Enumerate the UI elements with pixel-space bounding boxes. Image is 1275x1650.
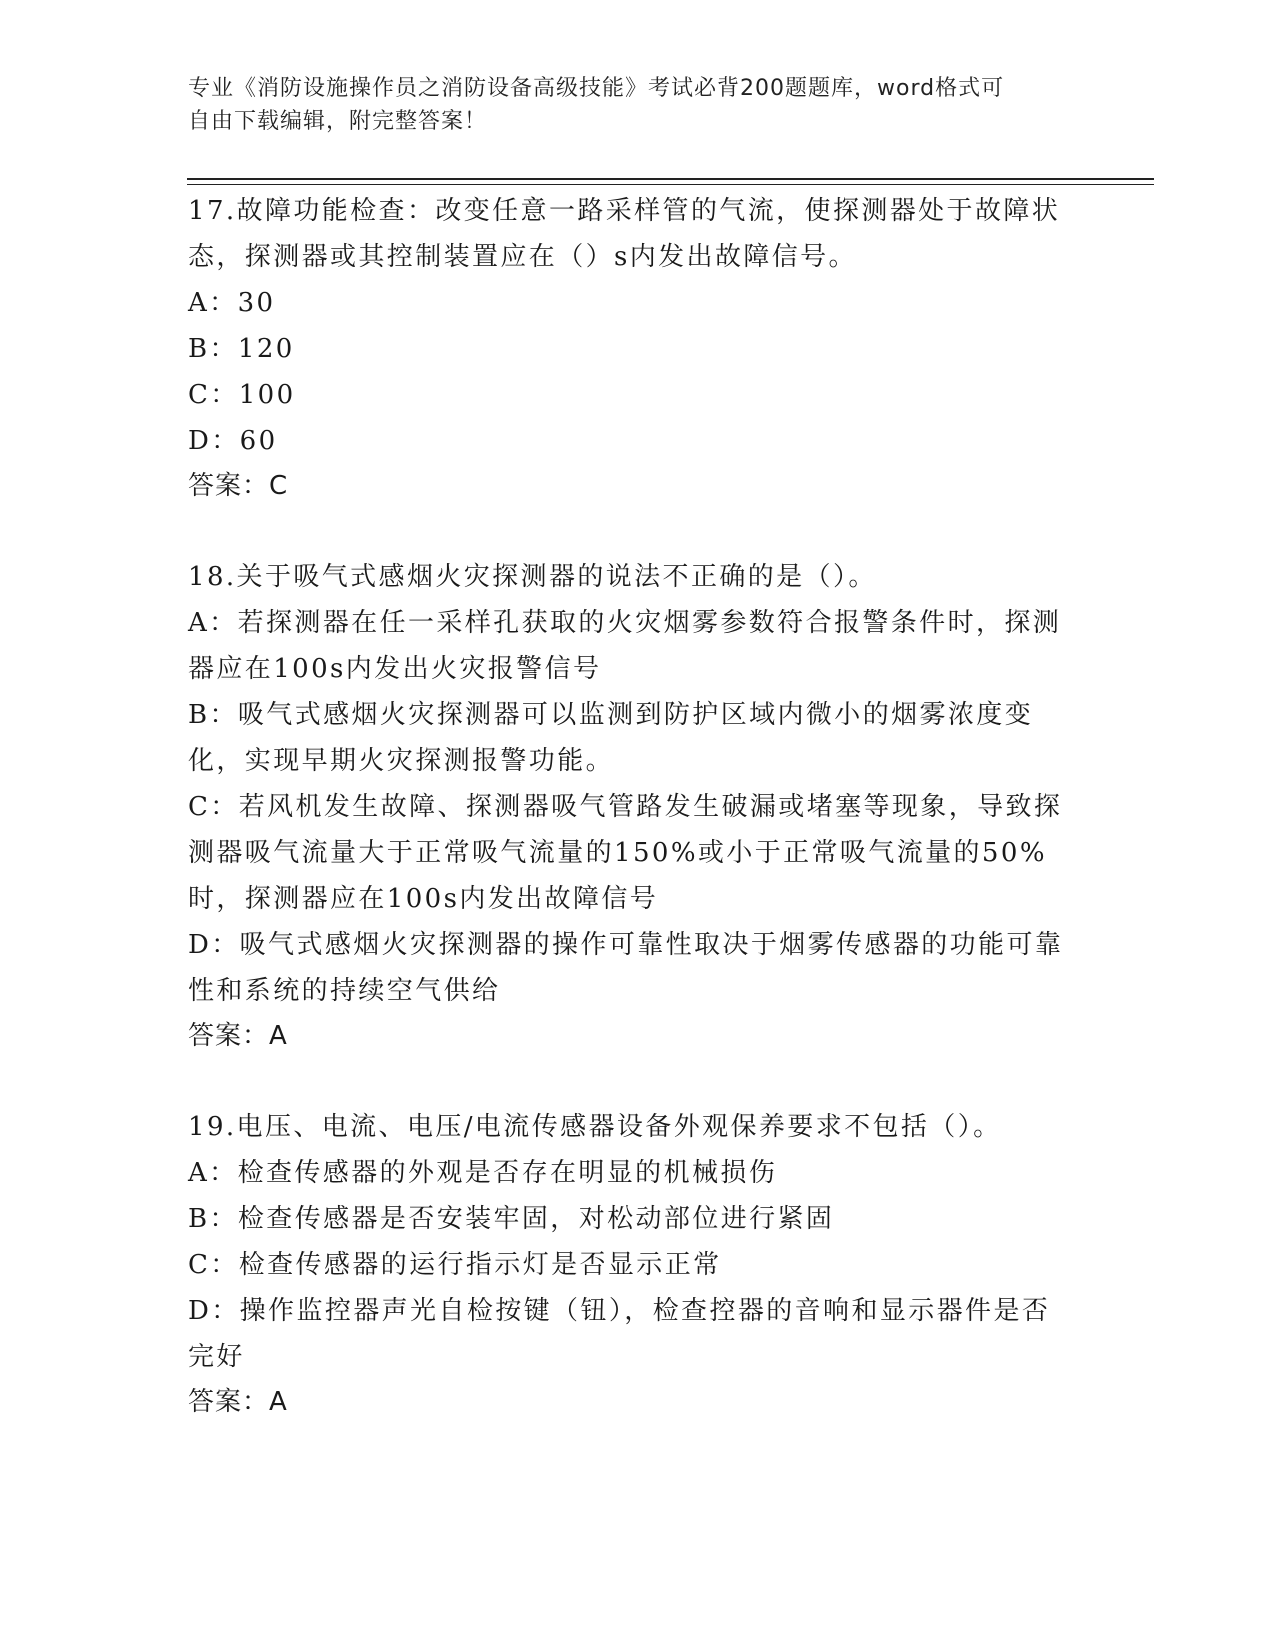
answer-line: 答案：A xyxy=(188,1021,288,1051)
option-c: C：100 xyxy=(188,380,296,410)
spacer xyxy=(188,508,1078,554)
answer-line: 答案：A xyxy=(188,1387,288,1417)
option-b: B：120 xyxy=(188,334,295,364)
question-18 xyxy=(188,554,1078,1058)
option-b: B：吸气式感烟火灾探测器可以监测到防护区域内微小的烟雾浓度变化，实现早期火灾探测报警功能。 xyxy=(188,700,1034,776)
header-line-1: 专业《消防设施操作员之消防设备高级技能》考试必背200题题库，word格式可 xyxy=(188,76,1005,101)
header-rule-thin xyxy=(187,184,1154,185)
question-list xyxy=(188,188,1078,1424)
option-a: A：若探测器在任一采样孔获取的火灾烟雾参数符合报警条件时，探测器应在100s内发出火灾报警信号 xyxy=(188,608,1062,684)
header-rule-thick xyxy=(187,178,1154,180)
option-d: D：60 xyxy=(188,426,278,456)
option-a: A：检查传感器的外观是否存在明显的机械损伤 xyxy=(188,1158,778,1188)
document-header xyxy=(188,72,1068,138)
option-b: B：检查传感器是否安装牢固，对松动部位进行紧固 xyxy=(188,1204,835,1234)
option-c: C：检查传感器的运行指示灯是否显示正常 xyxy=(188,1250,722,1280)
question-stem: 18.关于吸气式感烟火灾探测器的说法不正确的是（）。 xyxy=(188,562,877,592)
header-line-2: 自由下载编辑，附完整答案！ xyxy=(188,109,488,134)
question-stem: 17.故障功能检查：改变任意一路采样管的气流，使探测器处于故障状态，探测器或其控制装置应在（）s内发出故障信号。 xyxy=(188,196,1061,272)
question-stem: 19.电压、电流、电压/电流传感器设备外观保养要求不包括（）。 xyxy=(188,1112,1002,1142)
option-d: D：吸气式感烟火灾探测器的操作可靠性取决于烟雾传感器的功能可靠性和系统的持续空气供给 xyxy=(188,930,1064,1006)
option-c: C：若风机发生故障、探测器吸气管路发生破漏或堵塞等现象，导致探测器吸气流量大于正常吸气流量的150%或小于正常吸气流量的50%时，探测器应在100s内发出故障信号 xyxy=(188,792,1063,914)
answer-line: 答案：C xyxy=(188,471,289,501)
spacer xyxy=(188,1058,1078,1104)
option-d: D：操作监控器声光自检按键（钮），检查控器的音响和显示器件是否完好 xyxy=(188,1296,1051,1372)
question-17 xyxy=(188,188,1078,508)
question-19 xyxy=(188,1104,1078,1424)
option-a: A：30 xyxy=(188,288,276,318)
